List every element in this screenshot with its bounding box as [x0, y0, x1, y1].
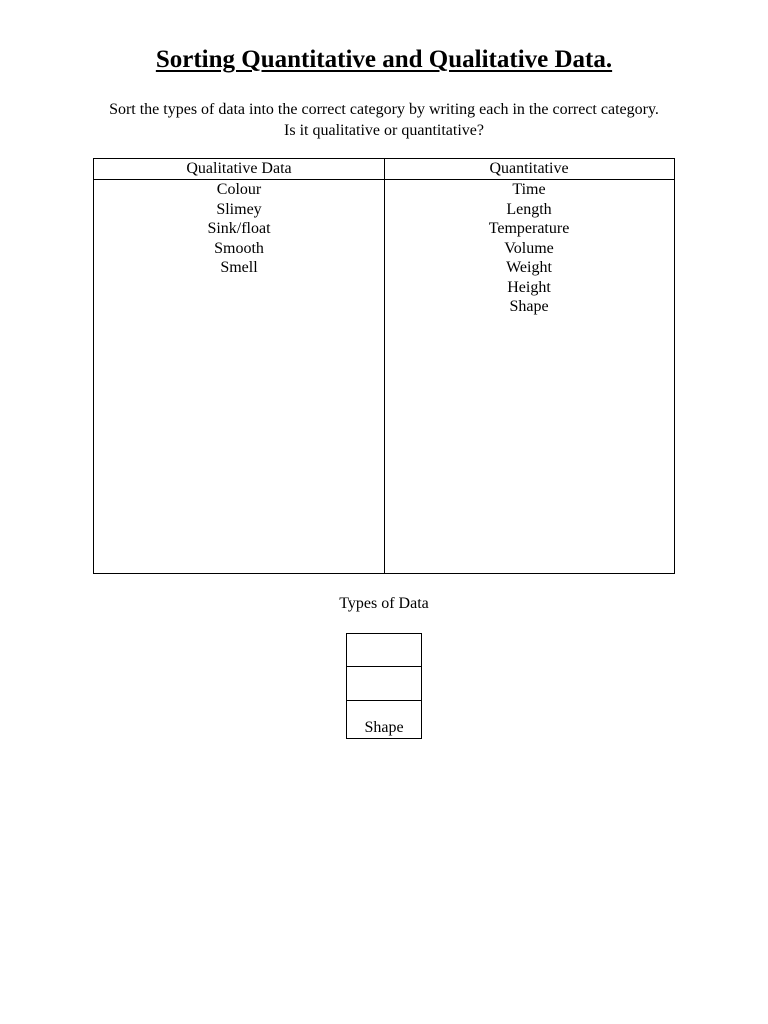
quantitative-column — [384, 180, 674, 317]
quantitative-item: Volume — [504, 239, 554, 257]
instructions-line-2: Is it qualitative or quantitative? — [284, 122, 484, 139]
instructions — [0, 99, 768, 141]
types-of-data-cell — [347, 667, 421, 701]
quantitative-column-header: Quantitative — [384, 159, 674, 180]
sorting-table — [93, 158, 675, 574]
types-of-data-cell: Shape — [364, 719, 404, 736]
types-of-data-box — [346, 633, 422, 739]
types-of-data-title: Types of Data — [339, 595, 429, 612]
quantitative-item: Shape — [509, 298, 549, 315]
qualitative-item: Smell — [220, 259, 258, 276]
types-of-data-cell — [347, 634, 421, 667]
quantitative-item: Height — [507, 278, 551, 296]
quantitative-item: Weight — [506, 259, 552, 276]
quantitative-item: Temperature — [488, 220, 570, 237]
qualitative-item: Sink/float — [207, 220, 271, 237]
worksheet-title: Sorting Quantitative and Qualitative Data. — [155, 46, 613, 73]
qualitative-item: Slimey — [216, 200, 262, 218]
qualitative-item: Colour — [216, 181, 262, 198]
qualitative-item: Smooth — [214, 239, 264, 257]
quantitative-item: Time — [512, 181, 546, 198]
quantitative-item: Length — [506, 200, 552, 218]
instructions-line-1: Sort the types of data into the correct category by writing each in the correct category. — [109, 101, 659, 118]
qualitative-column-header: Qualitative Data — [94, 159, 384, 180]
qualitative-column — [94, 180, 384, 278]
